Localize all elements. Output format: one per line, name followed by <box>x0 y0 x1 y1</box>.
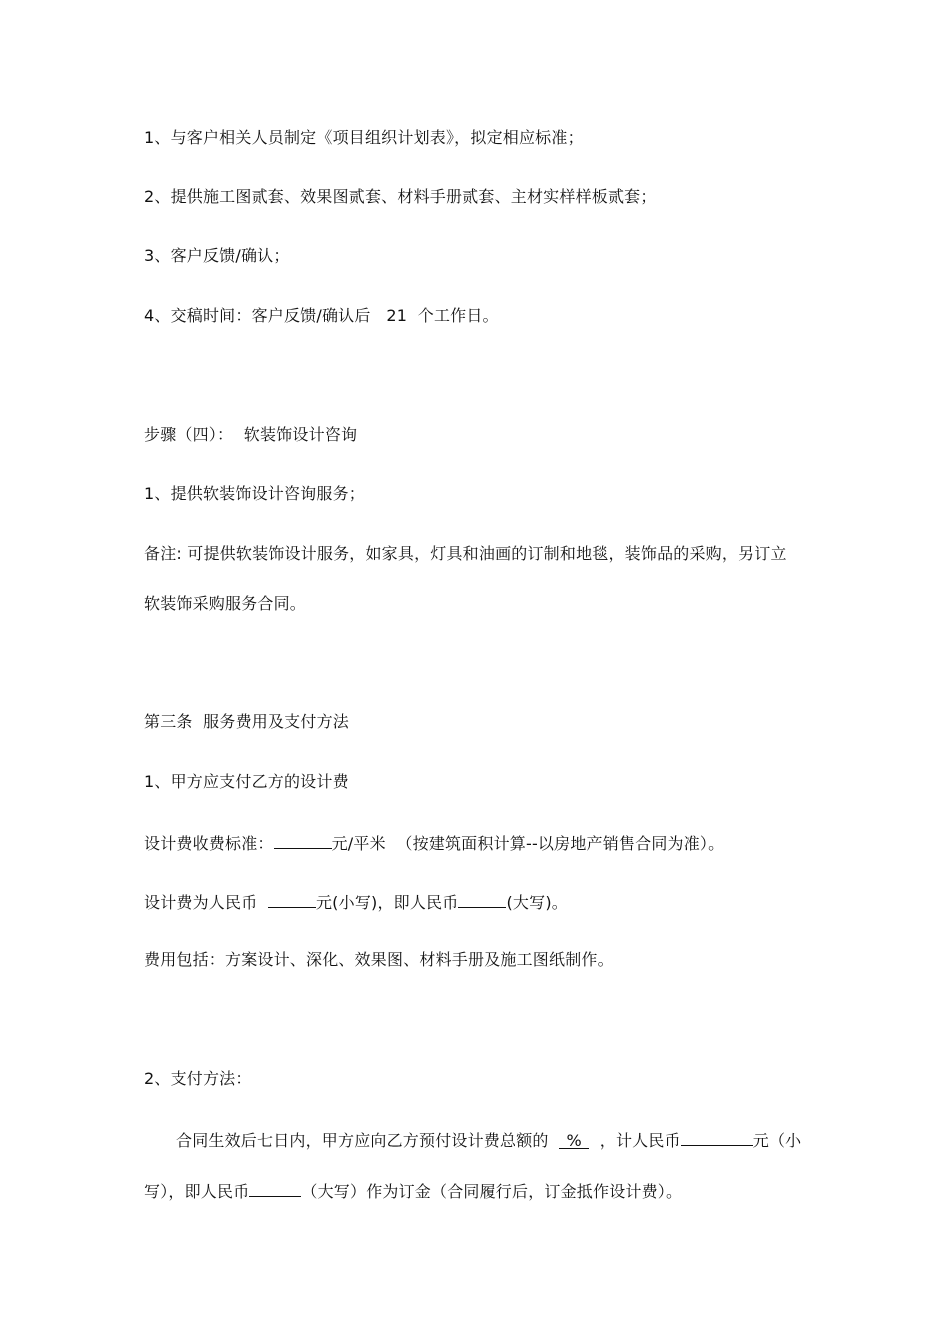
fee-amount-line <box>144 889 568 914</box>
note-line-1: 备注: 可提供软装饰设计服务，如家具，灯具和油画的订制和地毯，装饰品的采购，另订立 <box>144 544 787 563</box>
article-3-item-1: 1、甲方应支付乙方的设计费 <box>144 772 349 791</box>
payment-rmb-lower-blank[interactable] <box>681 1127 753 1146</box>
payment-label: 合同生效后七日内，甲方应向乙方预付设计费总额的 <box>176 1131 560 1150</box>
fee-standard-rest: 元/平米 （按建筑面积计算--以房地产销售合同为准）。 <box>331 834 725 853</box>
payment-line-2-start: 写），即人民币 <box>144 1182 250 1201</box>
payment-rmb-upper-blank[interactable] <box>249 1178 301 1197</box>
fee-amount-end: (大写)。 <box>506 893 568 912</box>
step-4-heading: 步骤（四）： 软装饰设计咨询 <box>144 425 358 444</box>
payment-line-2-end: （大写）作为订金（合同履行后，订金抵作设计费）。 <box>301 1182 683 1201</box>
article-3-item-2: 2、支付方法： <box>144 1069 252 1088</box>
step-4-item-1: 1、提供软装饰设计咨询服务； <box>144 484 365 503</box>
payment-line-1 <box>176 1127 801 1152</box>
payment-line-2 <box>144 1178 682 1203</box>
clause-item-1: 1、与客户相关人员制定《项目组织计划表》，拟定相应标准； <box>144 128 584 147</box>
fee-standard-label: 设计费收费标准： <box>144 834 274 853</box>
fee-standard-blank[interactable] <box>274 830 332 849</box>
payment-percent-blank[interactable]: % <box>559 1130 589 1149</box>
article-3-heading: 第三条 服务费用及支付方法 <box>144 712 349 731</box>
note-line-2: 软装饰采购服务合同。 <box>144 594 307 613</box>
fee-amount-label: 设计费为人民币 <box>144 893 268 912</box>
clause-item-3: 3、客户反馈/确认； <box>144 246 290 265</box>
payment-rmb-label: ，计人民币 <box>589 1131 681 1150</box>
payment-line-1-end: 元（小 <box>752 1131 802 1150</box>
fee-amount-lower-blank[interactable] <box>268 889 316 908</box>
clause-item-2: 2、提供施工图贰套、效果图贰套、材料手册贰套、主材实样样板贰套； <box>144 187 657 206</box>
fee-amount-middle: 元(小写)，即人民币 <box>315 893 459 912</box>
fee-amount-upper-blank[interactable] <box>458 889 506 908</box>
fee-standard-line <box>144 830 724 855</box>
clause-item-4: 4、交稿时间：客户反馈/确认后 21 个工作日。 <box>144 306 499 325</box>
fee-includes-line: 费用包括：方案设计、深化、效果图、材料手册及施工图纸制作。 <box>144 950 614 969</box>
